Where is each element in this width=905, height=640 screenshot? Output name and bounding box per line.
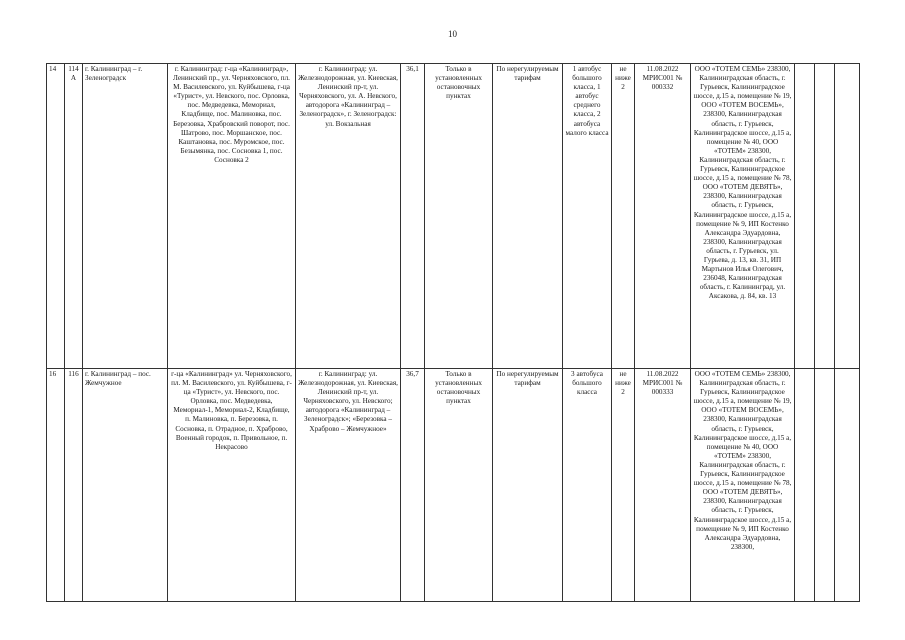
carrier-info: ООО «ТОТЕМ СЕМЬ» 238300, Калининградская область, г. Гурьевск, Калининградское шоссе, д.15 а, помещение № 19, ООО «ТОТЕМ ВОСЕМЬ», 238300, Калининградская область, г. Гурьевск, Калининградское шоссе, д.15 а, помещение № 40, ООО «ТОТЕМ» 238300, Калининградская область, г. Гурьевск, Калининградское шоссе, д.15 а, помещение № 78, ООО «ТОТЕМ ДЕВЯТЬ», 238300, Калининградская область, г. Гурьевск, Калининградское шоссе, д.15 а, помещение № 9, ИП Костенко Александра Эдуардовна, 238300, bbox=[691, 369, 795, 602]
route-number: 116 bbox=[65, 369, 83, 602]
empty-cell bbox=[815, 64, 835, 369]
tariff-type: По нерегулируемым тарифам bbox=[493, 369, 563, 602]
eco-class: не ниже 2 bbox=[612, 64, 635, 369]
empty-cell bbox=[835, 64, 860, 369]
empty-cell bbox=[815, 369, 835, 602]
route-name: г. Калининград – пос. Жемчужное bbox=[83, 369, 168, 602]
route-streets: г. Калининград: ул. Железнодорожная, ул. Киевская, Ленинский пр-т, ул. Черняховского, ул. Невского; автодорога «Калининград – Зеленоградск»; «Березовка – Храброво – Жемчужное» bbox=[296, 369, 401, 602]
empty-cell bbox=[795, 64, 815, 369]
stop-order: Только в установленных остановочных пунктах bbox=[425, 369, 493, 602]
table-row bbox=[47, 369, 860, 602]
license-date: 11.08.2022 МРИС001 № 000333 bbox=[635, 369, 691, 602]
empty-cell bbox=[795, 369, 815, 602]
tariff-type: По нерегулируемым тарифам bbox=[493, 64, 563, 369]
page-number: 10 bbox=[448, 29, 457, 39]
route-length: 36,7 bbox=[401, 369, 425, 602]
route-number: 114 А bbox=[65, 64, 83, 369]
vehicles: 1 автобус большого класса, 1 автобус среднего класса, 2 автобуса малого класса bbox=[563, 64, 612, 369]
route-name: г. Калининград – г. Зеленоградск bbox=[83, 64, 168, 369]
table-row bbox=[47, 64, 860, 369]
stop-order: Только в установленных остановочных пунктах bbox=[425, 64, 493, 369]
route-stops: г-ца «Калининград» ул. Черняховского, пл. М. Василевского, ул. Куйбышева, г-ца «Турист», ул. Невского, пос. Орловка, пос. Медведевка, Мемориал-1, Мемориал-2, Кладбище, п. Малиновка, п. Березовка, п. Сосновка, п. Отрадное, п. Храброво, Военный городок, п. Привольное, п. Некрасово bbox=[168, 369, 296, 602]
route-stops: г. Калининград: г-ца «Калининград», Ленинский пр., ул. Черняховского, пл. М. Василевского, ул. Куйбышева, г-ца «Турист», ул. Невского, пос. Орловка, пос. Медведевка, Мемориал, Кладбище, пос. Малиновка, пос. Березовка, Храбровский поворот, пос. Шатрово, пос. Моршанское, пос. Каштановка, пос. Муромское, пос. Безымянка, пос. Сосновка 1, пос. Сосновка 2 bbox=[168, 64, 296, 369]
license-date: 11.08.2022 МРИС001 № 000332 bbox=[635, 64, 691, 369]
route-streets: г. Калининград: ул. Железнодорожная, ул. Киевская, Ленинский пр-т, ул. Черняховского, ул. А. Невского, автодорога «Калининград – Зеленоградск», г. Зеленоградск: ул. Вокзальная bbox=[296, 64, 401, 369]
empty-cell bbox=[835, 369, 860, 602]
eco-class: не ниже 2 bbox=[612, 369, 635, 602]
route-length: 36,1 bbox=[401, 64, 425, 369]
row-index: 14 bbox=[47, 64, 65, 369]
carrier-info: ООО «ТОТЕМ СЕМЬ» 238300, Калининградская область, г. Гурьевск, Калининградское шоссе, д.15 а, помещение № 19, ООО «ТОТЕМ ВОСЕМЬ», 238300, Калининградская область, г. Гурьевск, Калининградское шоссе, д.15 а, помещение № 40, ООО «ТОТЕМ» 238300, Калининградская область, г. Гурьевск, Калининградское шоссе, д.15 а, помещение № 78, ООО «ТОТЕМ ДЕВЯТЬ», 238300, Калининградская область, г. Гурьевск, Калининградское шоссе, д.15 а, помещение № 9, ИП Костенко Александра Эдуардовна, 238300, Калининградская область, г. Гурьевск, ул. Гурьева, д. 13, кв. 31, ИП Мартынов Илья Олегович, 236048, Калининградская область, г. Калининград, ул. Аксакова, д. 84, кв. 13 bbox=[691, 64, 795, 369]
row-index: 16 bbox=[47, 369, 65, 602]
vehicles: 3 автобуса большого класса bbox=[563, 369, 612, 602]
routes-table bbox=[46, 63, 860, 602]
